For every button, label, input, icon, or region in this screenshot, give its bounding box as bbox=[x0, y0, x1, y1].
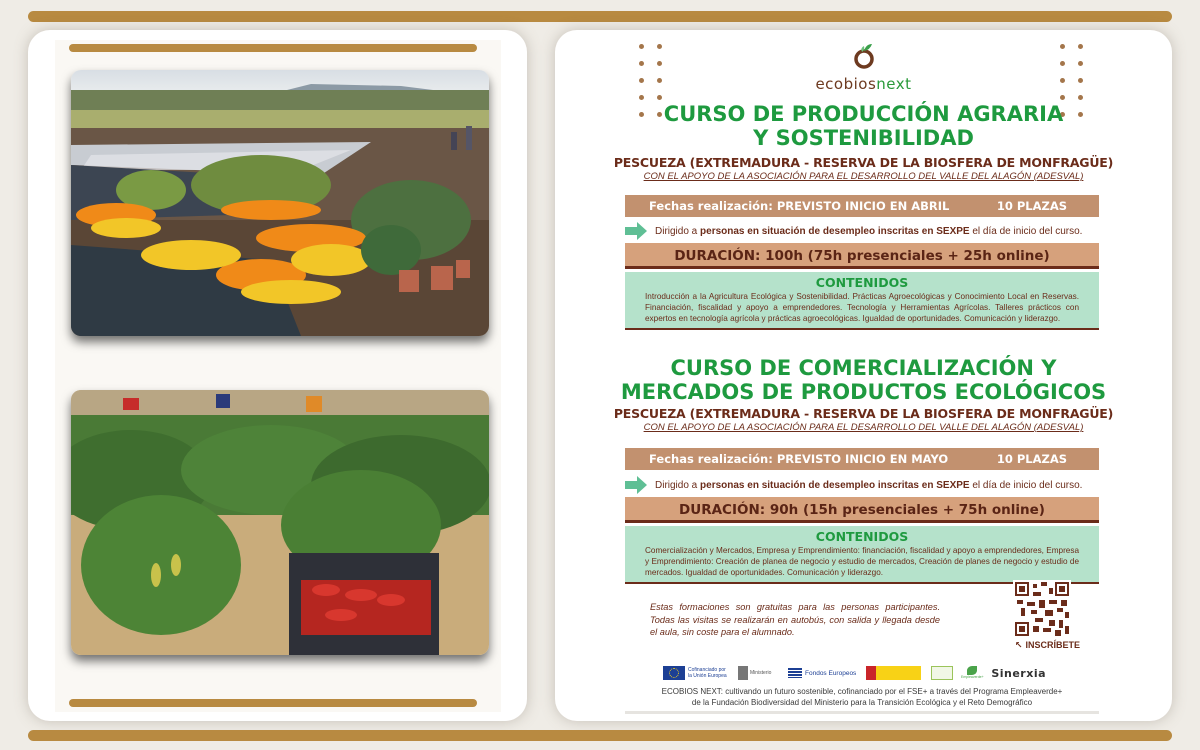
inner-top-bar bbox=[69, 44, 477, 52]
sponsor-logos bbox=[663, 664, 1063, 682]
course2-location: PESCUEZA (EXTREMADURA - RESERVA DE LA BIOSFERA DE MONFRAGÜE) bbox=[613, 406, 1114, 421]
course1-contents: CONTENIDOS Introducción a la Agricultura Ecológica y Sostenibilidad. Prácticas Agroecológicas y Conocimiento Local en Reservas. Financiación, fiscalidad y apoyo a emprendedores. Tecnología y Herramientas Agrícolas. Talleres prácticos con expertos en tecnología agrícola y prácticas agroecológicas. Igualdad de oportunidades. Comunicación y liderazgo. bbox=[625, 272, 1099, 330]
free-training-note: Estas formaciones son gratuitas para las personas participantes. Todas las visitas se realizarán en autobús, con salida y llegada desde el aula, sin coste para el alumnado. bbox=[650, 602, 940, 637]
biodiversity-logo bbox=[931, 666, 953, 680]
course2-plazas: 10 PLAZAS bbox=[996, 452, 1067, 466]
photo-card bbox=[28, 30, 527, 721]
course1-support: CON EL APOYO DE LA ASOCIACIÓN PARA EL DESARROLLO DEL VALLE DEL ALAGÓN (ADESVAL) bbox=[643, 171, 1084, 182]
funding-footer: ECOBIOS NEXT: cultivando un futuro sostenible, cofinanciado por el FSE+ a través del Programa Empleaverde+ de la Fundación Biodiversidad del Ministerio para la Transición Ecológica y el Reto Demográfico bbox=[661, 687, 1063, 707]
photo-peppers bbox=[71, 390, 489, 655]
ecobiosnext-logo: ecobiosnext bbox=[555, 42, 1172, 93]
top-decorative-bar bbox=[28, 11, 1172, 22]
course2-target-audience: Dirigido a personas en situación de desempleo inscritas en SEXPE el día de inicio del curso. bbox=[625, 473, 1099, 497]
sinerxia-logo: Sinerxia bbox=[991, 666, 1047, 680]
course2-title: CURSO DE COMERCIALIZACIÓN Y MERCADOS DE PRODUCTOS ECOLÓGICOS bbox=[620, 356, 1107, 404]
photo-flowers bbox=[71, 70, 489, 336]
bottom-decorative-bar bbox=[28, 730, 1172, 741]
ministry-logo: Ministerio bbox=[738, 666, 778, 680]
fondos-europeos-logo: Fondos Europeos bbox=[788, 668, 856, 678]
curved-arrow-icon: ↖ bbox=[1015, 640, 1023, 650]
course2-contents: CONTENIDOS Comercialización y Mercados, Empresa y Emprendimiento: financiación, fiscalidad y apoyo a emprendedores, Empresa y Emprendimiento: Creación de planea de negocio y estudio de mercados, Creación de planes de negocio y estudio de mercados. Igualdad de oportunidades. Comunicación y liderazgo. bbox=[625, 526, 1099, 584]
arrow-right-icon bbox=[625, 222, 647, 240]
course1-title: CURSO DE PRODUCCIÓN AGRARIA Y SOSTENIBILIDAD bbox=[663, 102, 1064, 150]
course1-plazas: 10 PLAZAS bbox=[996, 199, 1067, 213]
eu-flag-logo: Cofinanciado por la Unión Europea bbox=[663, 666, 728, 680]
course1-location: PESCUEZA (EXTREMADURA - RESERVA DE LA BIOSFERA DE MONFRAGÜE) bbox=[613, 155, 1114, 170]
course1-target-audience: Dirigido a personas en situación de desempleo inscritas en SEXPE el día de inicio del curso. bbox=[625, 219, 1099, 243]
course1-duration: DURACIÓN: 100h (75h presenciales + 25h online) bbox=[625, 243, 1099, 269]
inner-bottom-bar bbox=[69, 699, 477, 707]
course-flyer bbox=[555, 30, 1172, 721]
course1-dates-band: Fechas realización: PREVISTO INICIO EN ABRIL 10 PLAZAS bbox=[625, 195, 1099, 217]
apple-ring-logo-icon bbox=[852, 42, 876, 70]
qr-code-icon[interactable] bbox=[1013, 580, 1071, 638]
course2-duration: DURACIÓN: 90h (15h presenciales + 75h online) bbox=[625, 497, 1099, 523]
register-label[interactable]: ↖ INSCRÍBETE bbox=[1015, 640, 1081, 650]
course2-support: CON EL APOYO DE LA ASOCIACIÓN PARA EL DESARROLLO DEL VALLE DEL ALAGÓN (ADESVAL) bbox=[643, 422, 1084, 433]
empleaverde-logo: Empleaverde+ bbox=[963, 666, 981, 680]
footer-divider bbox=[625, 711, 1099, 714]
spain-government-logo bbox=[866, 666, 921, 680]
course2-dates-band: Fechas realización: PREVISTO INICIO EN MAYO 10 PLAZAS bbox=[625, 448, 1099, 470]
arrow-right-icon bbox=[625, 476, 647, 494]
photo-panel bbox=[55, 40, 501, 712]
